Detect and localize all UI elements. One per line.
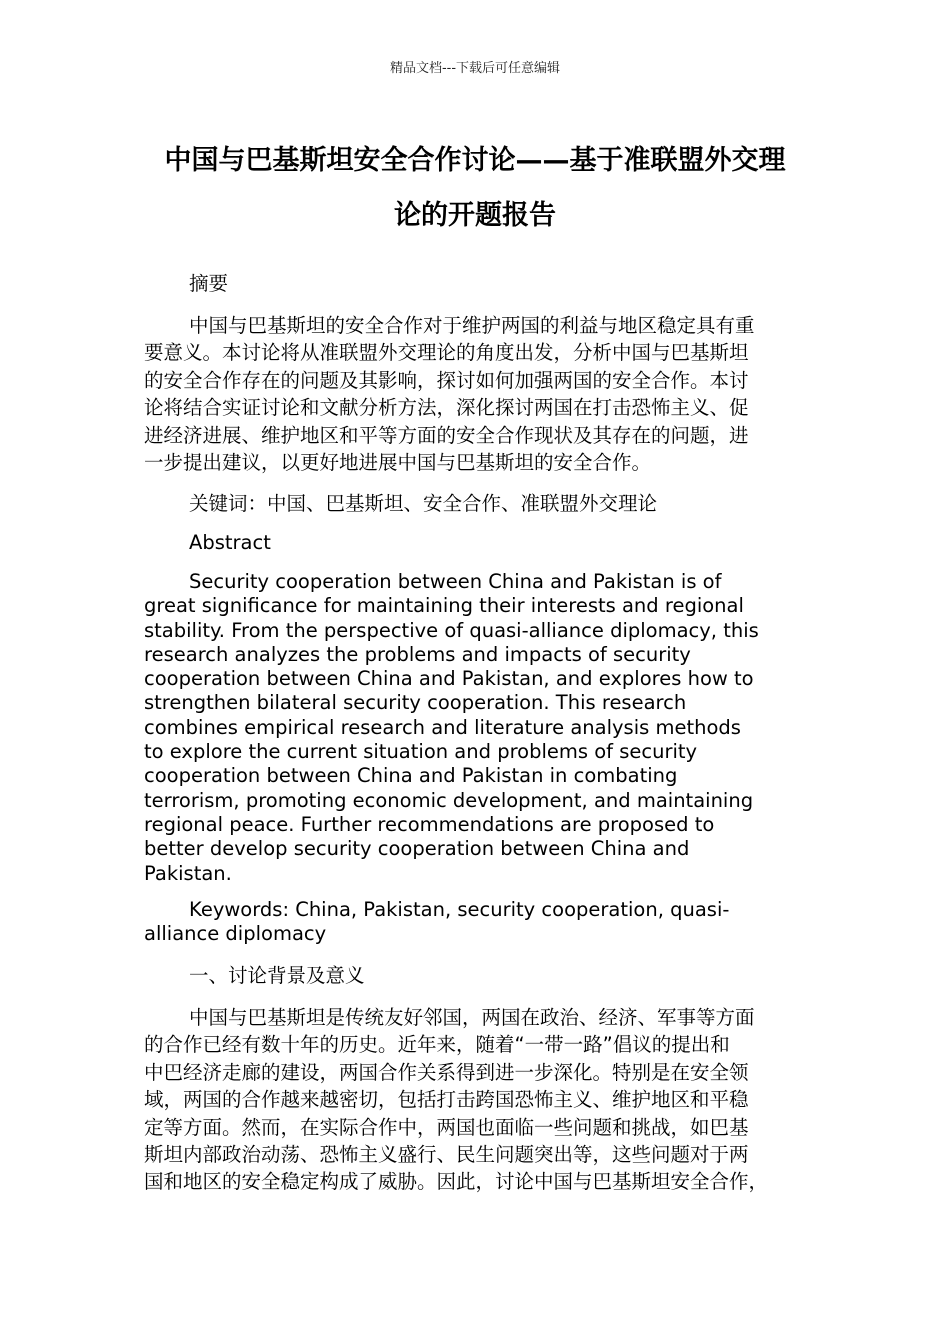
section-1-paragraph [144, 1004, 824, 1196]
text-line: regional peace. Further recommendations are proposed to [144, 812, 715, 836]
document-title-line-1: 中国与巴基斯坦安全合作讨论——基于准联盟外交理 [164, 145, 786, 176]
text-line: 域，两国的合作越来越密切，包括打击跨国恐怖主义、维护地区和平稳 [144, 1088, 749, 1112]
text-line: cooperation between China and Pakistan in combating [144, 764, 678, 788]
text-line: 中国与巴基斯坦的安全合作对于维护两国的利益与地区稳定具有重 [189, 314, 755, 337]
text-line: 斯坦内部政治动荡、恐怖主义盛行、民生问题突出等，这些问题对于两 [144, 1142, 749, 1166]
text-line: alliance diplomacy [144, 922, 327, 946]
text-line: strengthen bilateral security cooperation. This research [144, 691, 687, 715]
text-line: 定等方面。然而，在实际合作中，两国也面临一些问题和挑战，如巴基 [144, 1115, 749, 1139]
text-line: combines empirical research and literature analysis methods [144, 715, 741, 739]
text-line: cooperation between China and Pakistan, and explores how to [144, 667, 754, 691]
keywords-en [144, 898, 824, 947]
keywords-text: 关键词：中国、巴基斯坦、安全合作、准联盟外交理论 [189, 492, 658, 515]
text-line: 中国与巴基斯坦是传统友好邻国，两国在政治、经济、军事等方面 [189, 1006, 755, 1029]
heading-text: 一、讨论背景及意义 [189, 964, 365, 987]
text-line: terrorism, promoting economic development, and maintaining [144, 788, 754, 812]
text-line: better develop security cooperation between China and [144, 837, 690, 861]
text-line: great significance for maintaining their interests and regional [144, 594, 744, 618]
text-line: Pakistan. [144, 861, 232, 885]
keywords-zh [144, 490, 824, 517]
text-line: 一步提出建议，以更好地进展中国与巴基斯坦的安全合作。 [144, 450, 652, 474]
abstract-en-heading [144, 531, 824, 555]
text-line: stability. From the perspective of quasi-alliance diplomacy, this [144, 618, 759, 642]
text-line: 论将结合实证讨论和文献分析方法，深化探讨两国在打击恐怖主义、促 [144, 396, 749, 420]
abstract-en-paragraph [144, 570, 824, 886]
document-title-line-2: 论的开题报告 [394, 200, 556, 231]
text-line: Keywords: China, Pakistan, security cooperation, quasi- [189, 898, 730, 921]
abstract-zh-heading [144, 270, 824, 297]
heading-text: Abstract [189, 531, 271, 554]
page-header: 精品文档---下载后可任意编辑 [389, 61, 561, 76]
section-1-heading [144, 962, 824, 989]
text-line: to explore the current situation and problems of security [144, 740, 698, 764]
text-line: 国和地区的安全稳定构成了威胁。因此，讨论中国与巴基斯坦安全合作， [144, 1170, 769, 1194]
text-line: research analyzes the problems and impacts of security [144, 642, 691, 666]
text-line: 的安全合作存在的问题及其影响，探讨如何加强两国的安全合作。本讨 [144, 368, 749, 392]
text-line: 的合作已经有数十年的历史。近年来，随着“一带一路”倡议的提出和 [144, 1033, 730, 1057]
heading-text: 摘要 [189, 272, 229, 295]
text-line: Security cooperation between China and Pakistan is of [189, 570, 722, 593]
text-line: 中巴经济走廊的建设，两国合作关系得到进一步深化。特别是在安全领 [144, 1060, 749, 1084]
text-line: 要意义。本讨论将从准联盟外交理论的角度出发，分析中国与巴基斯坦 [144, 341, 749, 365]
text-line: 进经济进展、维护地区和平等方面的安全合作现状及其存在的问题，进 [144, 423, 749, 447]
abstract-zh-paragraph [144, 312, 824, 476]
